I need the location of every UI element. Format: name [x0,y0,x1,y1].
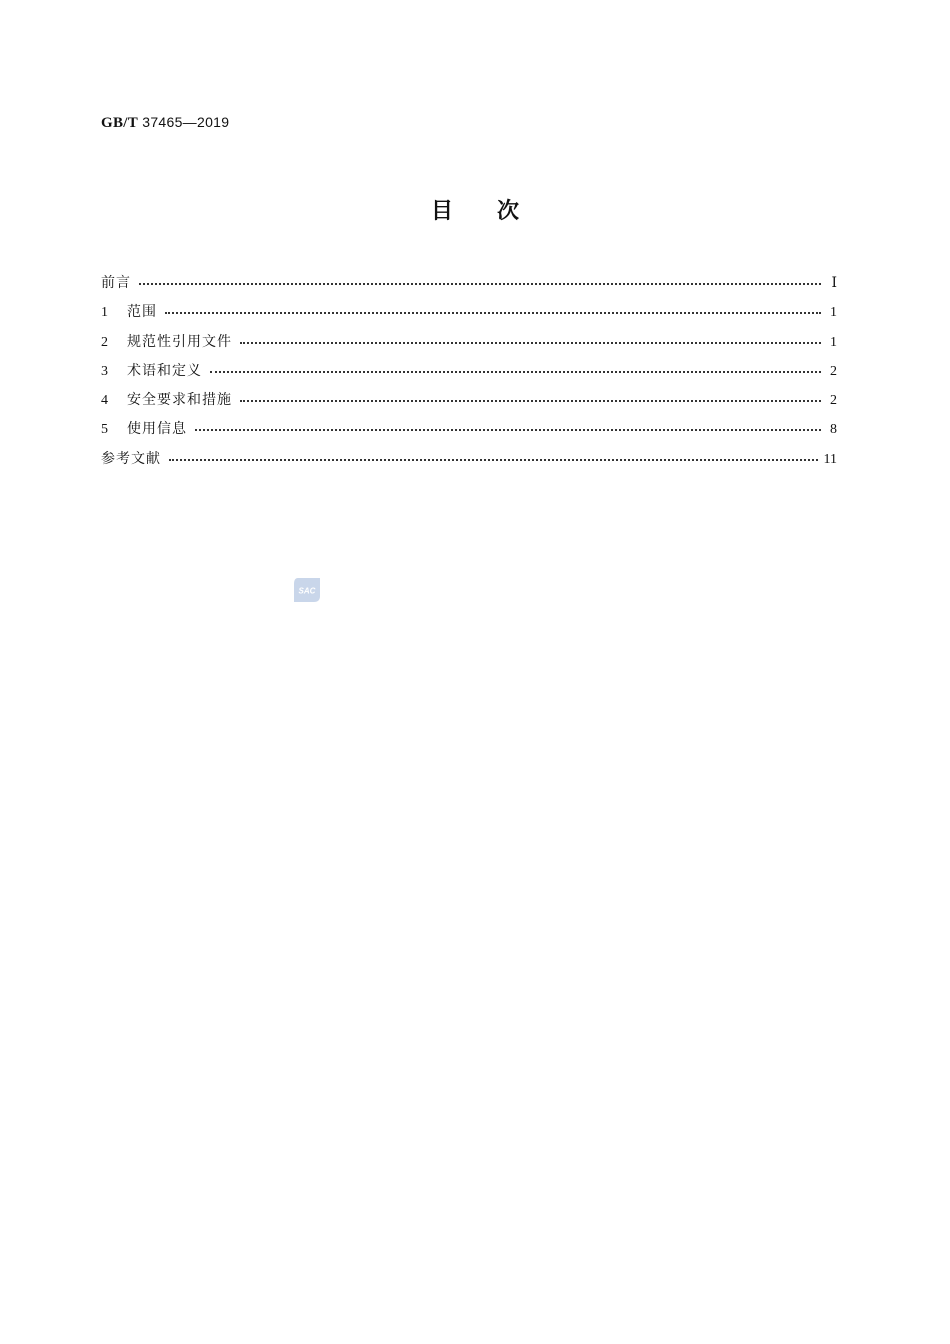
toc-entry-label: 规范性引用文件 [127,333,232,350]
toc-leader-dots [165,302,821,316]
toc-entry-label: 前言 [101,275,131,291]
toc-entry-foreword[interactable] [101,272,837,301]
toc-entry-page: 2 [830,363,837,379]
toc-entry-number: 3 [101,363,108,379]
toc-entry-number: 4 [101,393,108,409]
toc-entry-label: 使用信息 [127,421,187,438]
toc-entry-number: 5 [101,422,108,438]
toc-entry-bibliography[interactable] [101,448,837,477]
standard-number: 37465—2019 [142,114,230,130]
toc-entry-information-for-use[interactable] [101,418,837,447]
page-title: 目次 [430,199,563,224]
toc-entry-safety-requirements[interactable] [101,389,837,418]
toc-entry-page: 1 [830,334,837,350]
toc-entry-terms-definitions[interactable] [101,360,837,389]
toc-leader-dots [240,390,821,404]
toc-entry-scope[interactable] [101,301,837,330]
toc-entry-page: 8 [830,422,837,438]
toc-leader-dots [195,419,821,433]
toc-entry-label: 范围 [127,304,157,321]
toc-entry-page: Ⅰ [831,276,837,291]
standard-prefix: GB/T [101,115,139,131]
sac-watermark-logo [294,578,320,602]
table-of-contents [101,272,837,477]
toc-entry-page: 1 [830,305,837,321]
toc-entry-number: 2 [101,334,108,350]
standard-code [101,114,229,132]
sac-watermark-text: SAC [298,586,316,596]
toc-entry-normative-references[interactable] [101,331,837,360]
toc-leader-dots [169,449,818,463]
toc-leader-dots [139,273,821,287]
toc-entry-label: 安全要求和措施 [127,392,232,409]
toc-entry-page: 11 [823,451,837,467]
toc-entry-page: 2 [830,393,837,409]
toc-leader-dots [240,332,821,346]
toc-entry-label: 术语和定义 [127,362,202,379]
toc-entry-label: 参考文献 [101,450,161,467]
toc-entry-number: 1 [101,305,108,321]
toc-leader-dots [210,361,821,375]
